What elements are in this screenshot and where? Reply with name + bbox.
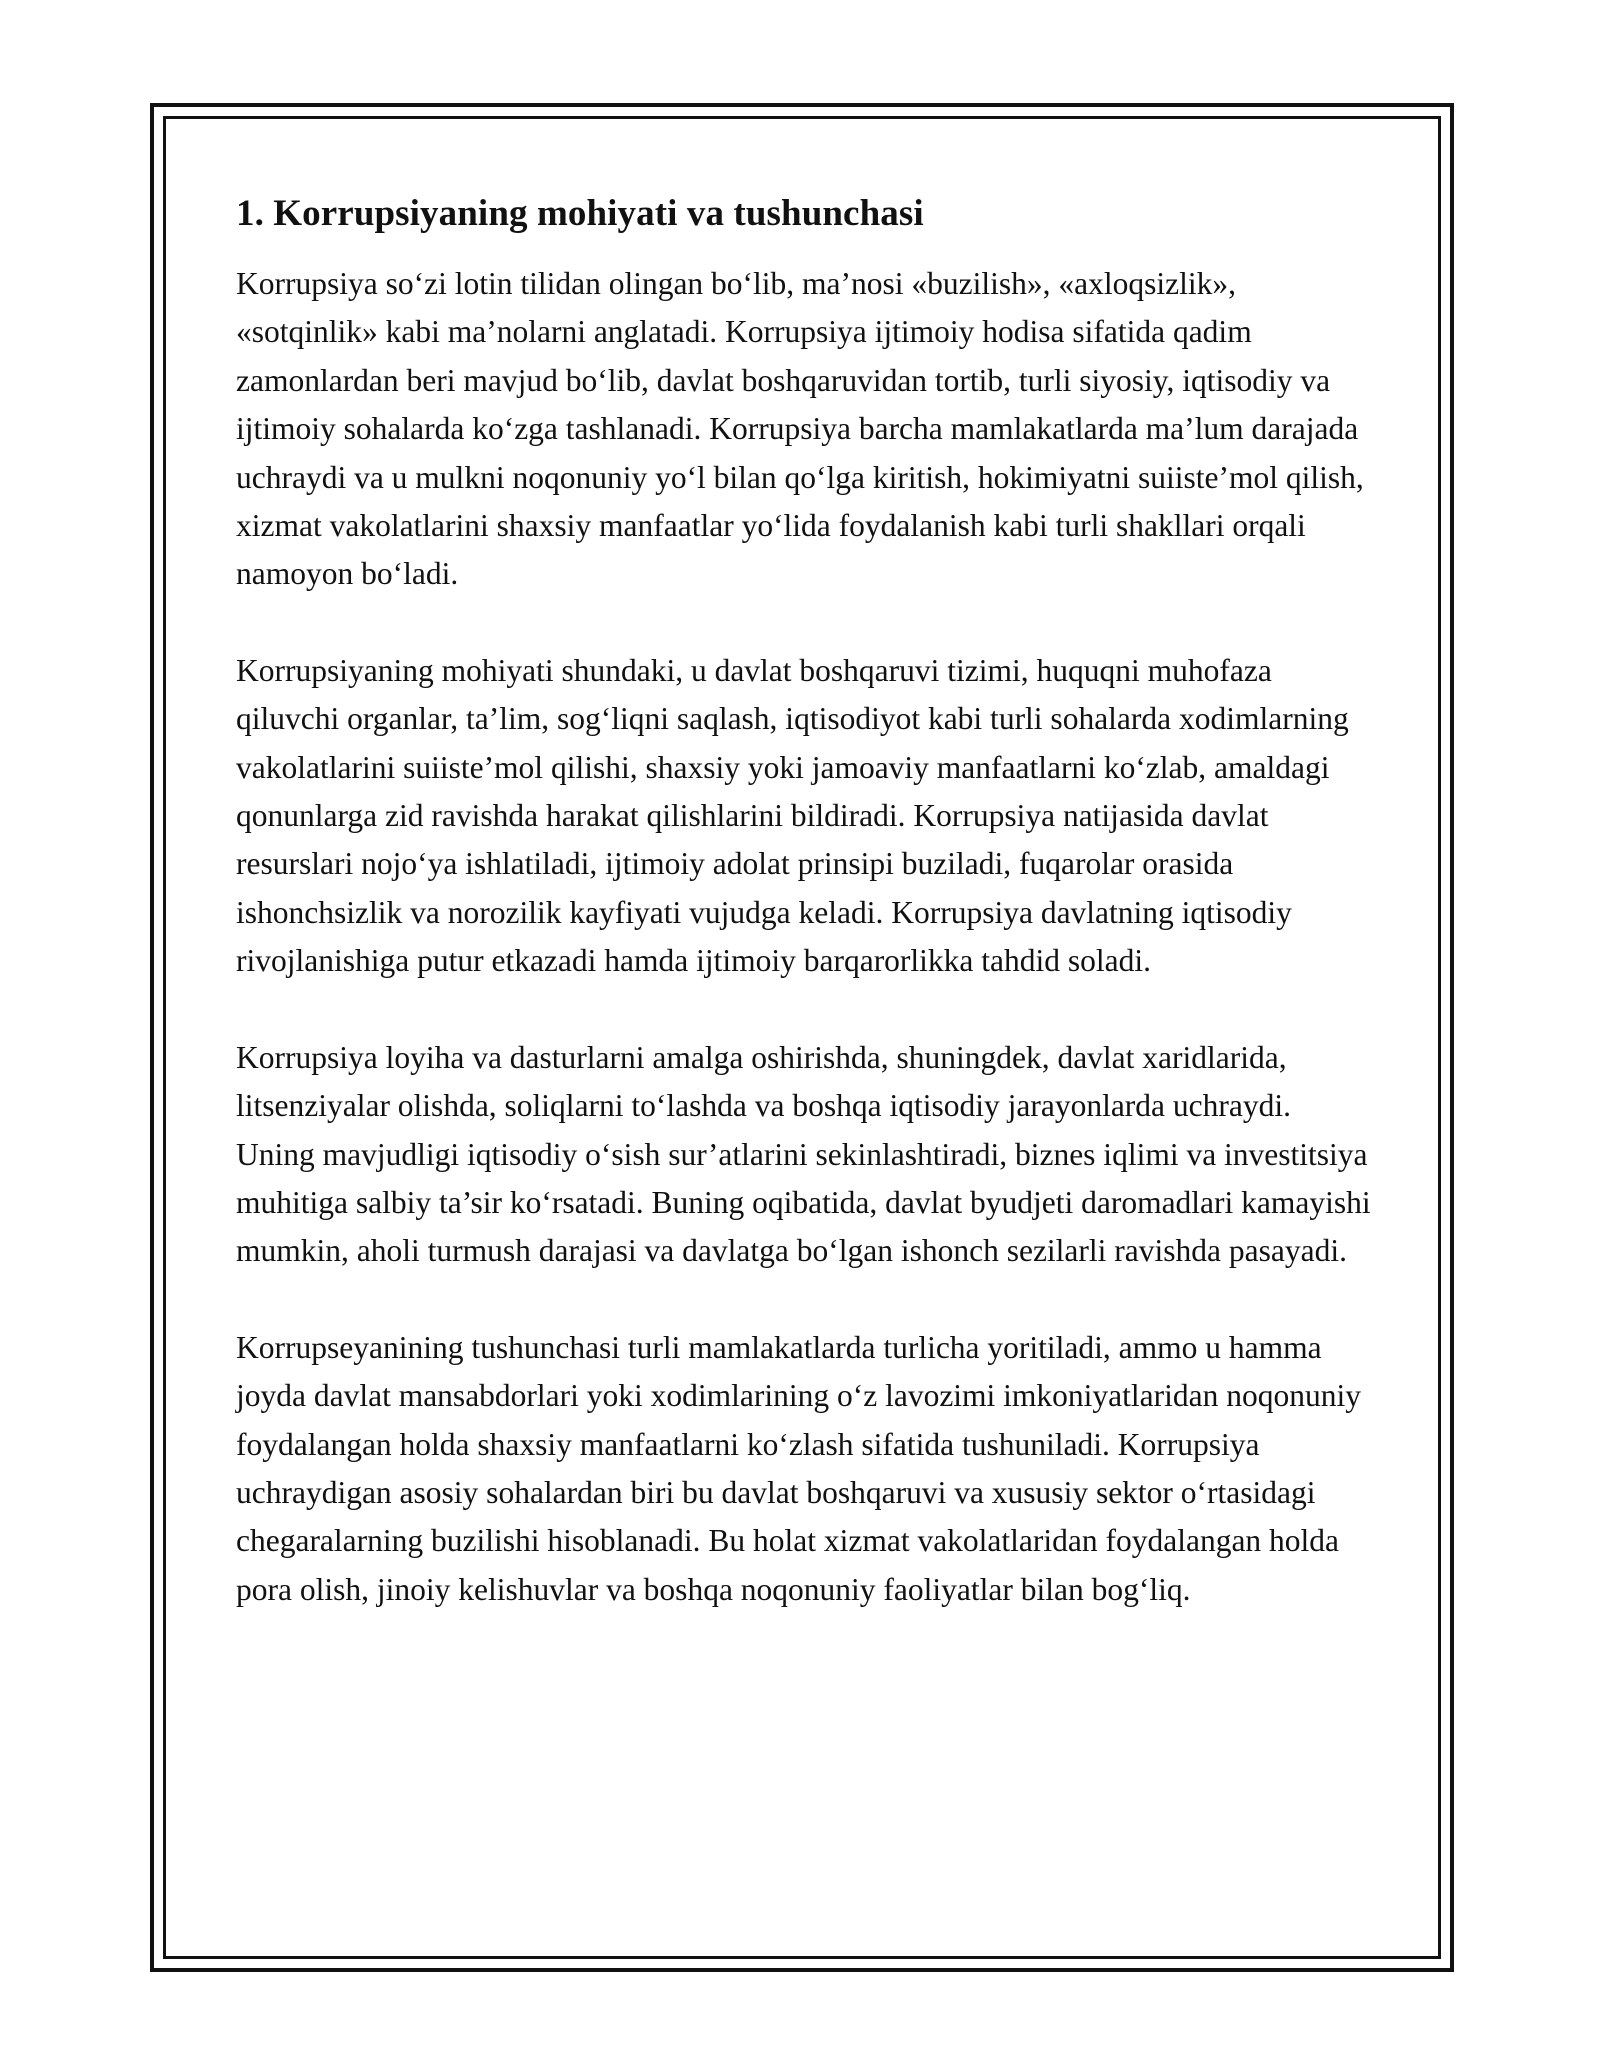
paragraph-concept: Korrupseyanining tushunchasi turli mamlakatlarda turlicha yoritiladi, ammo u hamma joyda davlat mansabdorlari yoki xodimlarining o‘z lavozimi imkoniyatlaridan noqonuniy foydalangan holda shaxsiy manfaatlarni ko‘zlash sifatida tushuniladi. Korrupsiya uchraydigan asosiy sohalardan biri bu davlat boshqaruvi va xususiy sektor o‘rtasidagi chegaralarning buzilishi hisoblanadi. Bu holat xizmat vakolatlaridan foydalangan holda pora olish, jinoiy kelishuvlar va boshqa noqonuniy faoliyatlar bilan bog‘liq.	[236, 1329, 1362, 1607]
paragraph-essence: Korrupsiyaning mohiyati shundaki, u davlat boshqaruvi tizimi, huquqni muhofaza qiluvchi organlar, ta’lim, sog‘liqni saqlash, iqtisodiyot kabi turli sohalarda xodimlarning vakolatlarini suiiste’mol qilishi, shaxsiy yoki jamoaviy manfaatlarni ko‘zlab, amaldagi qonunlarga zid ravishda harakat qilishlarini bildiradi. Korrupsiya natijasida davlat resurslari nojo‘ya ishlatiladi, ijtimoiy adolat prinsipi buziladi, fuqarolar orasida ishonchsizlik va norozilik kayfiyati vujudga keladi. Korrupsiya davlatning iqtisodiy rivojlanishiga putur etkazadi hamda ijtimoiy barqarorlikka tahdid soladi.	[236, 652, 1349, 979]
document-body	[236, 190, 1376, 1662]
paragraph-definition: Korrupsiya so‘zi lotin tilidan olingan bo‘lib, ma’nosi «buzilish», «axloqsizlik», «sotqinlik» kabi ma’nolarni anglatadi. Korrupsiya ijtimoiy hodisa sifatida qadim zamonlardan beri mavjud bo‘lib, davlat boshqaruvidan tortib, turli siyosiy, iqtisodiy va ijtimoiy sohalarda ko‘zga tashlanadi. Korrupsiya barcha mamlakatlarda ma’lum darajada uchraydi va u mulkni noqonuniy yo‘l bilan qo‘lga kiritish, hokimiyatni suiiste’mol qilish, xizmat vakolatlarini shaxsiy manfaatlar yo‘lida foydalanish kabi turli shakllari orqali namoyon bo‘ladi.	[236, 266, 1364, 592]
section-heading: 1. Korrupsiyaning mohiyati va tushunchasi	[236, 193, 924, 234]
paragraph-economy: Korrupsiya loyiha va dasturlarni amalga oshirishda, shuningdek, davlat xaridlarida, litsenziyalar olishda, soliqlarni to‘lashda va boshqa iqtisodiy jarayonlarda uchraydi. Uning mavjudligi iqtisodiy o‘sish sur’atlarini sekinlashtiradi, biznes iqlimi va investitsiya muhitiga salbiy ta’sir ko‘rsatadi. Buning oqibatida, davlat byudjeti daromadlari kamayishi mumkin, aholi turmush darajasi va davlatga bo‘lgan ishonch sezilarli ravishda pasayadi.	[236, 1039, 1371, 1269]
